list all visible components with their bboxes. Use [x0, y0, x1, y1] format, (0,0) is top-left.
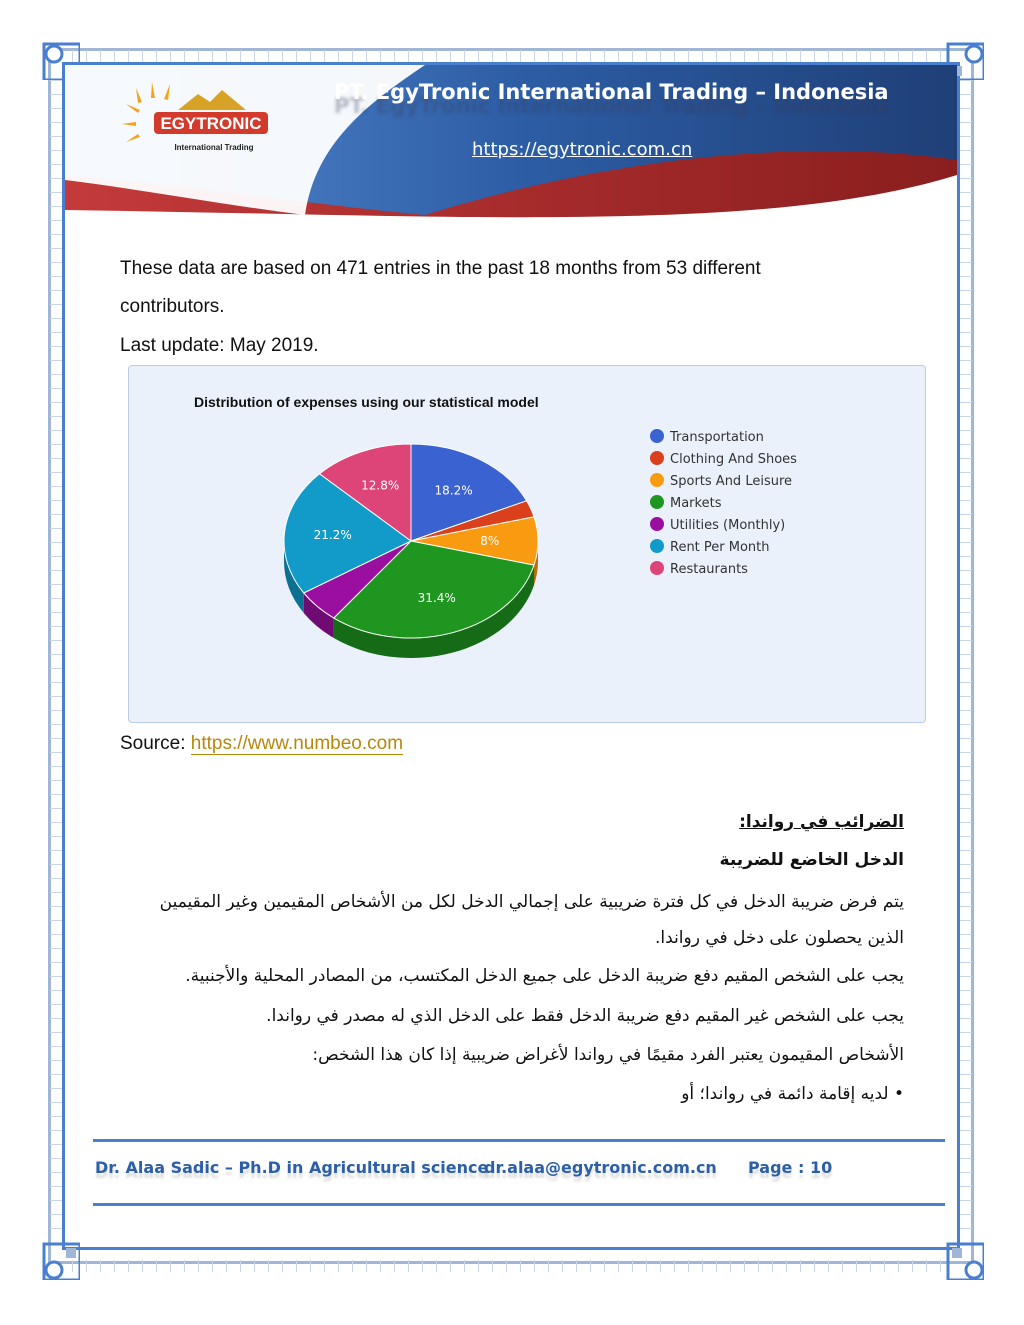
pie-slice-label-6: 12.8%: [361, 478, 400, 493]
legend-swatch-2: [650, 473, 664, 487]
footer-line-top: [93, 1139, 945, 1142]
footer-author: Dr. Alaa Sadic – Ph.D in Agricultural science: [95, 1158, 489, 1177]
footer-email[interactable]: dr.alaa@egytronic.com.cn: [484, 1158, 717, 1177]
source-line: [120, 732, 403, 756]
source-link[interactable]: https://www.numbeo.com: [190, 733, 404, 754]
legend-label-6: Restaurants: [670, 562, 748, 577]
legend-label-3: Markets: [670, 496, 722, 511]
pie-slice-label-5: 21.2%: [313, 527, 352, 542]
legend-label-2: Sports And Leisure: [670, 474, 793, 489]
company-name: PT. EgyTronic International Trading – Indonesia: [334, 80, 889, 104]
corner-ornament-bottom-right: [944, 1240, 984, 1280]
arabic-bullet-1: • لديه إقامة دائمة في رواندا؛ أو: [681, 1084, 904, 1104]
pie-slice-label-2: 8%: [480, 534, 500, 548]
frame-ruler-top: [72, 50, 952, 62]
frame-ruler-right: [960, 80, 972, 1240]
frame-ruler-left: [50, 80, 62, 1240]
legend-swatch-0: [650, 429, 664, 443]
legend-swatch-5: [650, 539, 664, 553]
legend-label-1: Clothing And Shoes: [670, 452, 797, 467]
corner-ornament-bottom-left: [40, 1240, 80, 1280]
legend-swatch-4: [650, 517, 664, 531]
expense-chart: [128, 365, 926, 723]
source-label: Source:: [120, 733, 186, 754]
section-heading: الضرائب في رواندا:: [739, 812, 904, 832]
company-website-link[interactable]: https://egytronic.com.cn: [472, 139, 693, 160]
intro-line-1: These data are based on 471 entries in the past 18 months from 53 different: [120, 258, 761, 279]
arabic-paragraph-1: يتم فرض ضريبة الدخل في كل فترة ضريبية على إجمالي الدخل لكل من الأشخاص المقيمين وغير المقيمين: [159, 892, 904, 912]
section-subheading: الدخل الخاضع للضريبة: [719, 850, 904, 870]
legend-label-5: Rent Per Month: [670, 540, 770, 555]
footer-page-number: Page : 10: [748, 1158, 833, 1177]
last-update: Last update: May 2019.: [120, 335, 319, 356]
frame-ruler-bottom: [72, 1260, 952, 1272]
legend-swatch-1: [650, 451, 664, 465]
legend-swatch-3: [650, 495, 664, 509]
logo-subtitle: International Trading: [174, 143, 254, 152]
intro-line-2: contributors.: [120, 296, 225, 317]
company-logo: [118, 80, 278, 160]
legend-label-4: Utilities (Monthly): [670, 518, 786, 533]
footer-line-bottom: [93, 1203, 945, 1206]
logo-text: EGYTRONIC: [160, 114, 262, 133]
arabic-paragraph-4: يجب على الشخص غير المقيم دفع ضريبة الدخل فقط على الدخل الذي له مصدر في رواندا.: [266, 1006, 904, 1026]
arabic-paragraph-5: الأشخاص المقيمون يعتبر الفرد مقيمًا في رواندا لأغراض ضريبية إذا كان هذا الشخص:: [312, 1045, 904, 1065]
arabic-paragraph-3: يجب على الشخص المقيم دفع ضريبة الدخل على جميع الدخل المكتسب، من المصادر المحلية والأجنبية.: [185, 966, 904, 986]
pie-slice-label-0: 18.2%: [434, 483, 473, 498]
expense-pie-chart: [129, 366, 925, 722]
chart-title: Distribution of expenses using our statistical model: [194, 394, 539, 410]
legend-label-0: Transportation: [670, 430, 764, 445]
arabic-paragraph-2: الذين يحصلون على دخل في رواندا.: [655, 928, 904, 948]
pie-slice-label-3: 31.4%: [417, 590, 456, 605]
legend-swatch-6: [650, 561, 664, 575]
